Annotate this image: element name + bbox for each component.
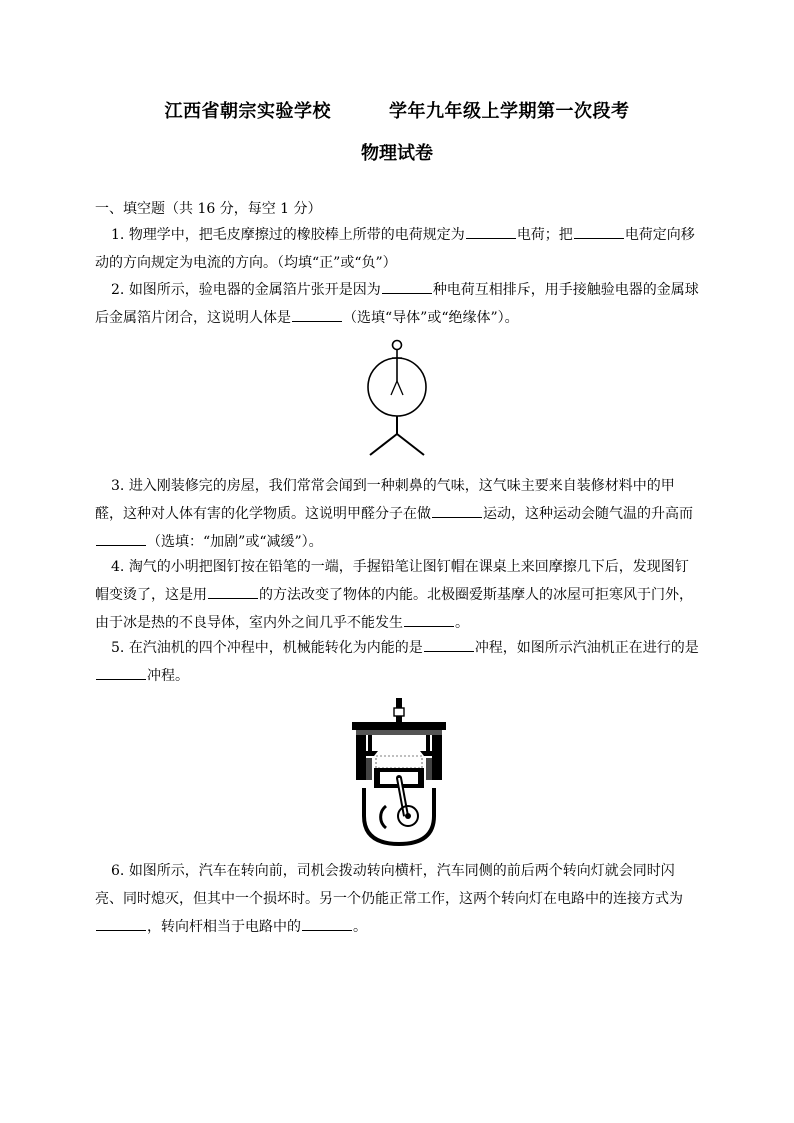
- answer-blank[interactable]: [466, 224, 516, 239]
- section-heading: 一、填空题（共 16 分，每空 1 分）: [95, 201, 322, 217]
- question-4: 4. 淘气的小明把图钉按在铅笔的一端，手握铅笔让图钉帽在课桌上来回摩擦几下后，发现图钉帽变烫了，这是用 的方法改变了物体的内能。北极圈爱斯基摩人的冰屋可拒寒风于门外，由于冰是热的不良导体，室内外之间几乎不能发生 。: [95, 559, 693, 631]
- answer-blank[interactable]: [424, 637, 474, 652]
- question-5: 5. 在汽油机的四个冲程中，机械能转化为内能的是 冲程，如图所示汽油机正在进行的是冲程。: [95, 634, 699, 690]
- title-left: 江西省朝宗实验学校: [164, 101, 331, 122]
- answer-blank[interactable]: [96, 916, 146, 931]
- answer-blank[interactable]: [302, 916, 352, 931]
- answer-blank[interactable]: [292, 307, 342, 322]
- question-6: 6. 如图所示，汽车在转向前，司机会拨动转向横杆，汽车同侧的前后两个转向灯就会同时闪亮、同时熄灭，但其中一个损坏时。另一个仍能正常工作，这两个转向灯在电路中的连接方式为，转向杆相当于电路中的 。: [95, 863, 683, 935]
- page-subtitle: 物理试卷: [361, 143, 433, 164]
- title-right: 学年九年级上学期第一次段考: [389, 101, 630, 122]
- answer-blank[interactable]: [96, 665, 146, 680]
- page-title: [0, 97, 794, 123]
- answer-blank[interactable]: [574, 224, 624, 239]
- question-1: 1. 物理学中，把毛皮摩擦过的橡胶棒上所带的电荷规定为 电荷；把 电荷定向移动的方向规定为电流的方向。（均填“正”或“负”）: [95, 221, 699, 277]
- question-2: 2. 如图所示，验电器的金属箔片张开是因为 种电荷互相排斥，用手接触验电器的金属球后金属箔片闭合，这说明人体是 （选填“导体”或“绝缘体”）。: [95, 276, 699, 332]
- answer-blank[interactable]: [382, 279, 432, 294]
- answer-blank[interactable]: [404, 612, 454, 627]
- answer-blank[interactable]: [432, 503, 482, 518]
- answer-blank[interactable]: [208, 584, 258, 599]
- question-3: 3. 进入刚装修完的房屋，我们常常会闻到一种刺鼻的气味，这气味主要来自装修材料中的甲醛，这种对人体有害的化学物质。这说明甲醛分子在做 运动，这种运动会随气温的升高而（选填：“加剧”或“减缓”）。: [95, 478, 693, 550]
- answer-blank[interactable]: [96, 531, 146, 546]
- gasoline-engine-figure: [346, 696, 452, 848]
- electroscope-figure: [360, 337, 434, 461]
